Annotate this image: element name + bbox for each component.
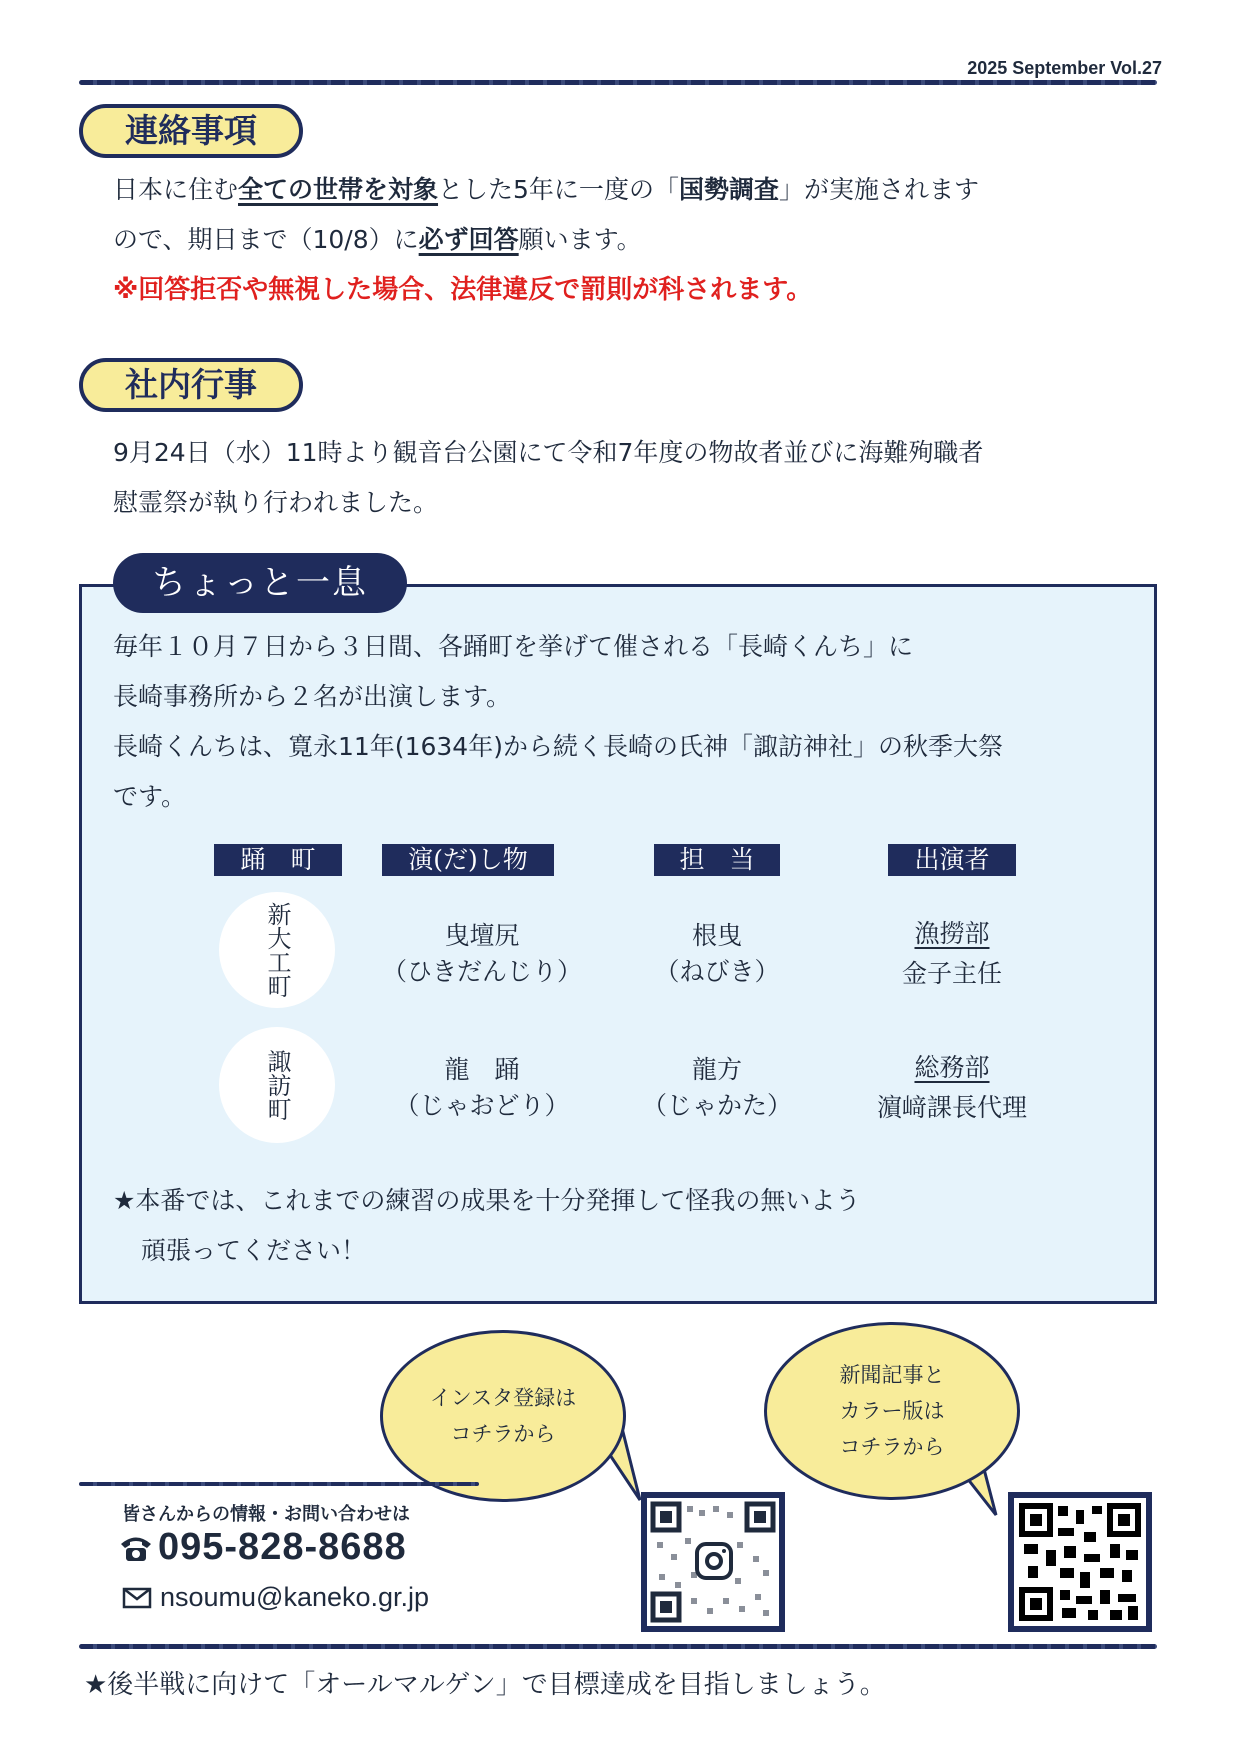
phone-row <box>118 1526 407 1569</box>
role-reading: （ねびき） <box>654 957 780 986</box>
footer-message: ★後半戦に向けて「オールマルゲン」で目標達成を目指しましょう。 <box>84 1670 886 1700</box>
bubble-text: 新聞記事と <box>839 1363 945 1387</box>
qr-pattern <box>647 1498 779 1626</box>
table-row <box>842 1048 1062 1128</box>
notice-text: とした5年に一度の「 <box>438 175 679 204</box>
instagram-qr-code[interactable] <box>641 1492 785 1632</box>
table-row <box>362 1052 602 1124</box>
contact-divider <box>79 1482 479 1486</box>
instagram-icon <box>697 1544 731 1578</box>
notice-line-2 <box>113 215 1153 265</box>
notice-emphasis-households: 全ての世帯を対象 <box>238 175 439 204</box>
contact-label: 皆さんからの情報・お問い合わせは <box>122 1504 410 1525</box>
break-line-3: 長崎くんちは、寛永11年(1634年)から続く長崎の氏神「諏訪神社」の秋季大祭 <box>113 732 1003 761</box>
events-line-1: 9月24日（水）11時より観音台公園にて令和7年度の物故者並びに海難殉職者 <box>113 438 984 467</box>
show-reading: （ひきだんじり） <box>381 957 582 986</box>
performer-dept: 漁撈部 <box>914 919 990 948</box>
break-body <box>113 622 1153 822</box>
notice-text: 願います。 <box>518 225 642 254</box>
closing-line-2: 頑張ってください！ <box>141 1236 367 1265</box>
footer-divider <box>79 1644 1157 1649</box>
events-body <box>113 428 1153 528</box>
notice-text: ので、期日まで（10/8）に <box>113 225 419 254</box>
break-line-1: 毎年１０月７日から３日間、各踊町を挙げて催される「長崎くんち」に <box>113 632 914 661</box>
section-title-notice: 連絡事項 <box>79 104 303 158</box>
table-row <box>362 918 602 990</box>
role-name: 龍方 <box>691 1055 742 1084</box>
section-title-events: 社内行事 <box>79 358 303 412</box>
table-header-role: 担 当 <box>654 844 780 876</box>
town-circle: 諏訪町 <box>219 1027 335 1143</box>
table-row <box>620 918 814 990</box>
header-divider <box>79 80 1157 85</box>
email-row <box>122 1582 429 1613</box>
events-line-2: 慰霊祭が執り行われました。 <box>113 488 439 517</box>
performer-dept: 総務部 <box>914 1053 990 1082</box>
performer-name: 濵﨑課長代理 <box>876 1093 1027 1122</box>
qr-pattern <box>1014 1498 1146 1626</box>
break-closing <box>113 1176 1153 1276</box>
table-row <box>842 914 1062 994</box>
show-reading: （じゃおどり） <box>394 1091 570 1120</box>
instagram-bubble <box>380 1330 626 1502</box>
bubble-text: コチラから <box>450 1422 556 1446</box>
notice-text: 」が実施されます <box>778 175 979 204</box>
notice-text: 日本に住む <box>113 175 239 204</box>
newspaper-bubble <box>764 1322 1020 1500</box>
town-circle: 新大工町 <box>219 892 335 1008</box>
table-row <box>620 1052 814 1124</box>
performer-name: 金子主任 <box>901 959 1002 988</box>
notice-body <box>113 165 1153 315</box>
notice-line-1 <box>113 165 1153 215</box>
break-title: ちょっと一息 <box>113 553 407 613</box>
bubble-text: コチラから <box>839 1435 945 1459</box>
break-line-4: です。 <box>113 782 187 811</box>
show-name: 曳壇尻 <box>444 921 520 950</box>
table-header-show: 演(だ)し物 <box>382 844 554 876</box>
phone-icon <box>118 1533 154 1563</box>
role-name: 根曳 <box>691 921 742 950</box>
issue-label: 2025 September Vol.27 <box>967 58 1162 78</box>
show-name: 龍 踊 <box>444 1055 520 1084</box>
table-header-town: 踊 町 <box>214 844 342 876</box>
notice-emphasis-census: 国勢調査 <box>678 175 779 204</box>
notice-warning: ※回答拒否や無視した場合、法律違反で罰則が科されます。 <box>113 275 813 305</box>
email-address[interactable]: nsoumu@kaneko.gr.jp <box>160 1582 430 1612</box>
notice-emphasis-answer: 必ず回答 <box>418 225 519 254</box>
table-header-performer: 出演者 <box>888 844 1016 876</box>
role-reading: （じゃかた） <box>641 1091 792 1120</box>
newspaper-qr-code[interactable] <box>1008 1492 1152 1632</box>
bubble-text: インスタ登録は <box>429 1386 577 1410</box>
closing-line-1: ★本番では、これまでの練習の成果を十分発揮して怪我の無いよう <box>113 1186 861 1215</box>
phone-number[interactable]: 095-828-8688 <box>158 1526 407 1568</box>
mail-icon <box>122 1587 152 1609</box>
bubble-text: カラー版は <box>839 1399 945 1423</box>
break-line-2: 長崎事務所から２名が出演します。 <box>113 682 512 711</box>
